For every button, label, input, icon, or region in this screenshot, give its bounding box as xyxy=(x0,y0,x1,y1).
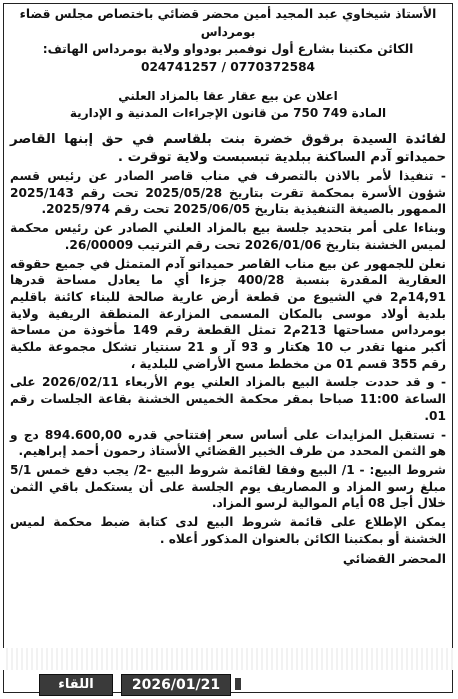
signature: المحضر القضائي xyxy=(342,551,446,567)
bailiff-header xyxy=(10,6,446,76)
publication-date: 2026/01/21 xyxy=(121,674,231,696)
publication-name: اللقاء xyxy=(39,674,113,696)
announcement-legal-reference: المادة 749 750 من قانون الإجراءات المدنية و الإدارية xyxy=(69,105,387,120)
auction-order-paragraph: وبناءا على أمر بتحديد جلسة بيع بالمزاد العلني الصادر عن رئيس محكمة لميس الخشنة بتاريخ 2026/01/06 تحت رقم الترتيب 26/00009. xyxy=(10,221,446,252)
notice-body xyxy=(10,131,446,547)
consultation-paragraph: يمكن الإطلاع على قائمة شروط البيع لدى كتابة ضبط محكمة لميس الخشنة أو بمكتبنا الكائن بالعنوان المذكور أعلاه . xyxy=(10,515,446,546)
office-address-line: الكائن مكتبنا بشارع أول نوفمبر بودواو ولاية بومرداس الهاتف: xyxy=(42,42,414,56)
announcement-title: اعلان عن بيع عقار عقا بالمزاد العلني xyxy=(118,89,338,103)
footer-divider xyxy=(235,678,241,690)
property-description-paragraph: نعلن للجمهور عن بيع مناب القاصر حميداتو آدم المتمثل في جميع حقوقه العقارية المقدرة بنسبة 400/28 جزءا أي ما يعادل مساحة قدرها 14,91م2 في الشيوع من قطعة أرض عارية صالحة للبناء كائنة باقليم بلدية أولاد موسى بالمكان المسمى المزارعة المنطقة الريفية ولاية بومرداس مساحتها 213م2 تمثل القطعة رقم 149 مأخوذة من مساحة أكبر منها تقدر ب 10 هكتار و 93 آر و 21 سنتيار تشكل مجموعة ملكية رقم 355 قسم 01 من مخطط مسح الأراضي للبلدية ، xyxy=(10,256,447,371)
footer-strip xyxy=(3,648,453,670)
beneficiary-paragraph: لفائدة السيدة برقوق خضرة بنت بلقاسم في حق إبنها القاصر حميداتو آدم الساكنة ببلدية تبسبست ولاية توقرت . xyxy=(10,132,446,165)
auction-session-paragraph: - و قد حددت جلسة البيع بالمزاد العلني يوم الأربعاء 2026/02/11 على الساعة 11:00 صباحا بمقر محكمة الخميس الخشنة بقاعة الجلسات رقم 01. xyxy=(10,375,447,423)
court-order-paragraph: - تنفيذا لأمر بالاذن بالتصرف في مناب قاصر الصادر عن رئيس قسم شؤون الأسرة بمحكمة تقرت بتاريخ 2025/05/28 تحت رقم 2025/143 الممهور بالصيغة التنفيذية بتاريخ 2025/06/05 تحت رقم 2025/974. xyxy=(10,169,446,217)
phone-numbers: 024741257 / 0770372584 xyxy=(140,59,316,74)
legal-notice xyxy=(3,3,453,693)
publication-footer xyxy=(3,648,453,696)
opening-price-paragraph: - تستقبل المزايدات على أساس سعر إفتتاحي قدره 894.600,00 دج و هو الثمن المحدد من طرف الخبير القضائي الأستاذ رحمون أحمد إبراهيم. xyxy=(10,427,447,459)
jurisdiction-line: بومرداس xyxy=(200,24,256,39)
bailiff-name-line: الأستاذ شيخاوي عبد المجيد أمين محضر قضائي باختصاص مجلس قضاء xyxy=(19,7,437,21)
sale-conditions-paragraph: شروط البيع: - 1/ البيع وفقا لقائمة شروط البيع -2/ يجب دفع خمس 5/1 مبلغ رسو المزاد و المصاريف يوم الجلسة على أن يستكمل باقي الثمن خلال أجل 08 أيام الموالية لرسو المزاد. xyxy=(10,462,446,511)
announcement-heading xyxy=(10,88,446,121)
